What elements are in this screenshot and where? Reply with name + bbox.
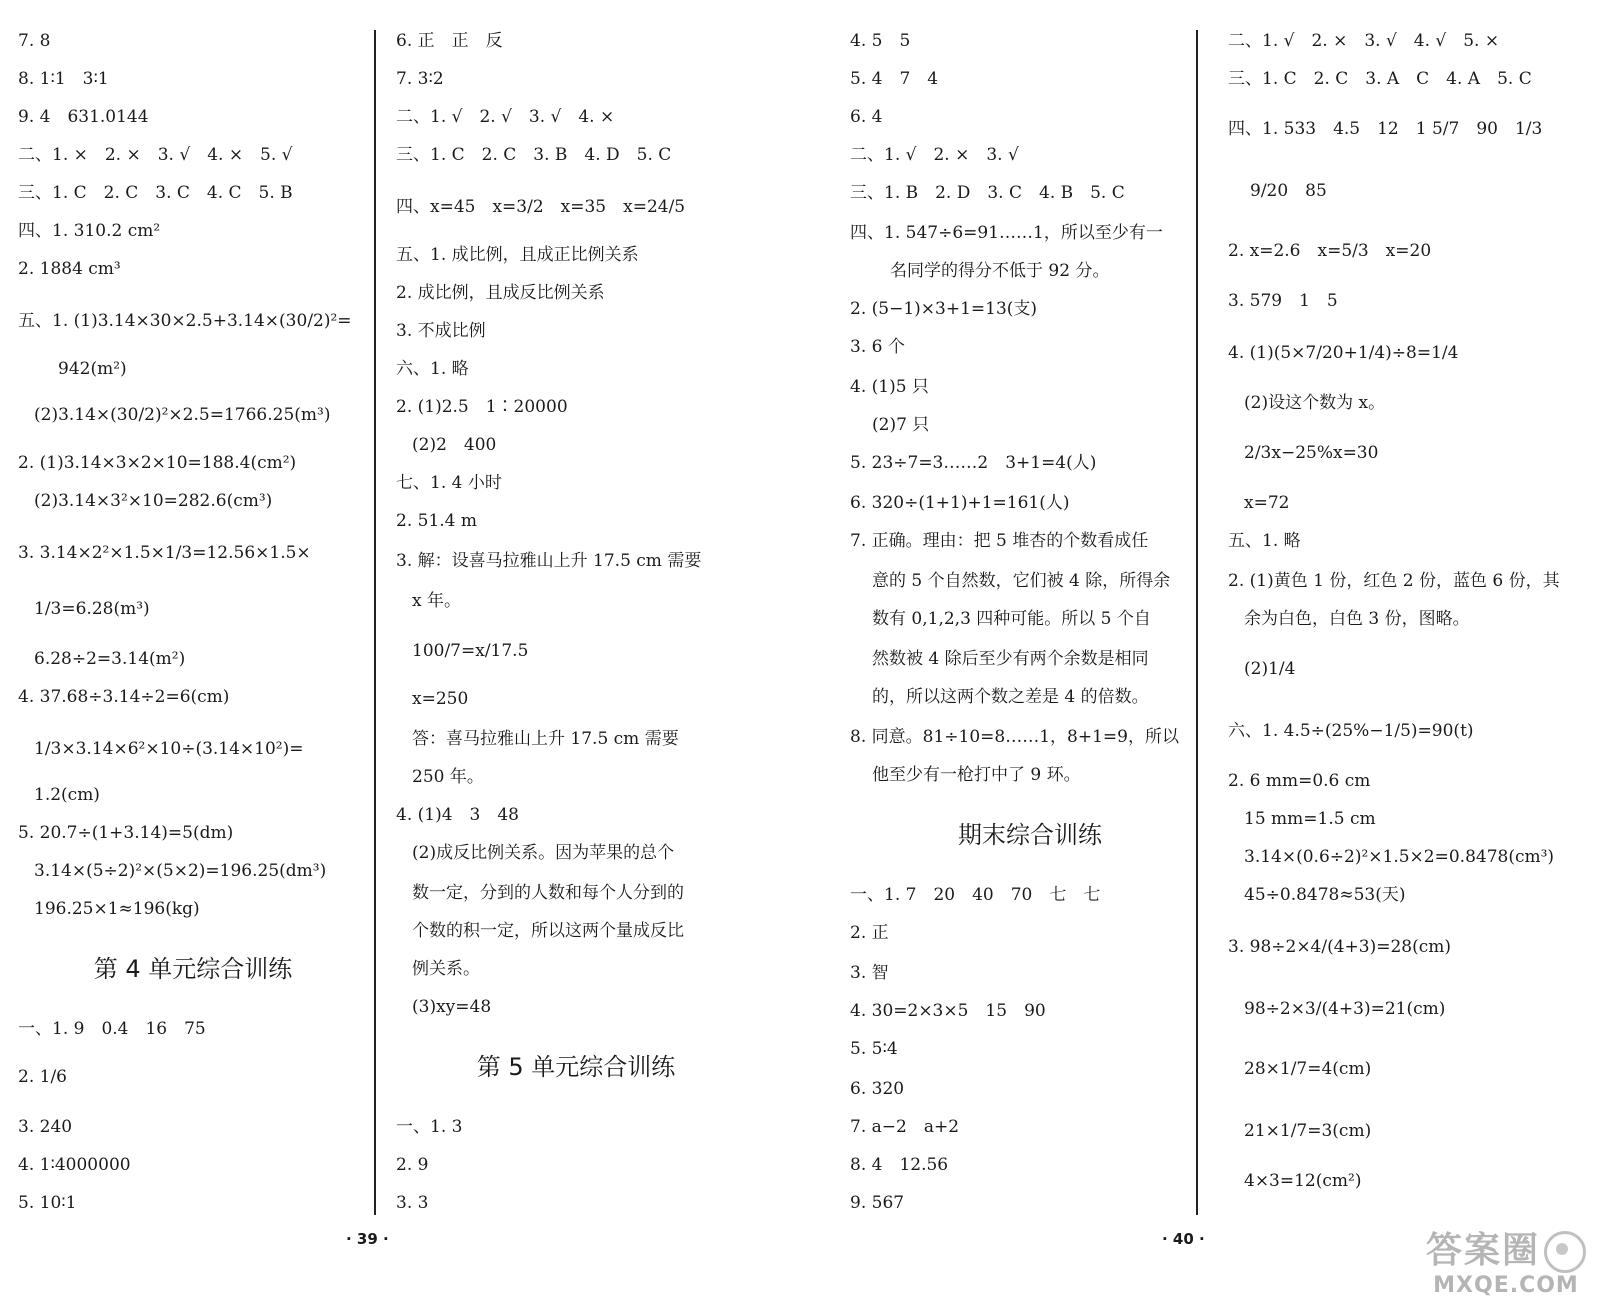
answer-line: 942(m²) (58, 359, 127, 379)
answer-line: 二、1. √ 2. × 3. √ 4. √ 5. × (1228, 31, 1500, 51)
answer-line: 余为白色，白色 3 份，图略。 (1244, 609, 1470, 629)
answer-line: 三、1. B 2. D 3. C 4. B 5. C (850, 183, 1125, 203)
answer-line: 答：喜马拉雅山上升 17.5 cm 需要 (412, 729, 679, 749)
answer-line: 250 年。 (412, 767, 484, 787)
answer-line: 15 mm=1.5 cm (1244, 809, 1376, 829)
answer-line: 21×1/7=3(cm) (1244, 1121, 1372, 1141)
watermark-logo: 答案圈 (1426, 1222, 1586, 1273)
answer-line: 6. 320÷(1+1)+1=161(人) (850, 493, 1070, 513)
answer-line: 然数被 4 除后至少有两个余数是相同 (872, 649, 1149, 669)
page-number-left: · 39 · (346, 1230, 389, 1248)
answer-line: 2. 1/6 (18, 1067, 67, 1087)
answer-line: 3.14×(0.6÷2)²×1.5×2=0.8478(cm³) (1244, 847, 1555, 867)
answer-line: 2. (5−1)×3+1=13(支) (850, 299, 1038, 319)
answer-line: 3. 3 (396, 1193, 429, 1213)
answer-line: 8. 1∶1 3∶1 (18, 69, 109, 89)
answer-line: 三、1. C 2. C 3. B 4. D 5. C (396, 145, 672, 165)
answer-line: 7. 8 (18, 31, 51, 51)
answer-line: 1/3=6.28(m³) (34, 599, 150, 619)
answer-line: 2. 成比例，且成反比例关系 (396, 283, 605, 303)
answer-line: 6. 正 正 反 (396, 31, 503, 51)
answer-line: 5. 4 7 4 (850, 69, 939, 89)
answer-line: 三、1. C 2. C 3. A C 4. A 5. C (1228, 69, 1532, 89)
answer-line: (2)7 只 (872, 415, 930, 435)
answer-line: 4. (1)5 只 (850, 377, 929, 397)
answer-line: 二、1. √ 2. × 3. √ (850, 145, 1019, 165)
answer-line: 4. (1)(5×7/20+1/4)÷8=1/4 (1228, 343, 1459, 363)
answer-line: 6. 4 (850, 107, 883, 127)
answer-line: 1.2(cm) (34, 785, 100, 805)
answer-line: 1/3×3.14×6²×10÷(3.14×10²)= (34, 739, 304, 759)
answer-line: 3. 3.14×2²×1.5×1/3=12.56×1.5× (18, 543, 311, 563)
answer-line: 9/20 85 (1250, 181, 1327, 201)
page-number-right: · 40 · (1162, 1230, 1205, 1248)
answer-line: 二、1. × 2. × 3. √ 4. × 5. √ (18, 145, 293, 165)
answer-line: (2)1/4 (1244, 659, 1296, 679)
answer-line: 2. (1)3.14×3×2×10=188.4(cm²) (18, 453, 297, 473)
answer-line: 四、1. 547÷6=91……1，所以至少有一 (850, 223, 1163, 243)
answer-line: 7. a−2 a+2 (850, 1117, 960, 1137)
answer-line: (2)3.14×(30/2)²×2.5=1766.25(m³) (34, 405, 331, 425)
answer-line: 9. 4 631.0144 (18, 107, 149, 127)
answer-line: 9. 567 (850, 1193, 905, 1213)
answer-line: 6.28÷2=3.14(m²) (34, 649, 186, 669)
section-title-unit-4: 第 4 单元综合训练 (93, 955, 293, 983)
answer-line: (2)3.14×3²×10=282.6(cm³) (34, 491, 273, 511)
answer-line: 二、1. √ 2. √ 3. √ 4. × (396, 107, 615, 127)
answer-line: 名同学的得分不低于 92 分。 (890, 261, 1110, 281)
answer-line: 3. 不成比例 (396, 321, 486, 341)
answer-line: (2)成反比例关系。因为苹果的总个 (412, 843, 675, 863)
answer-line: 数一定，分到的人数和每个人分到的 (412, 883, 684, 903)
answer-line: 4×3=12(cm²) (1244, 1171, 1362, 1191)
answer-line: 例关系。 (412, 959, 480, 979)
answer-line: 2. (1)黄色 1 份，红色 2 份，蓝色 6 份，其 (1228, 571, 1560, 591)
answer-line: (3)xy=48 (412, 997, 492, 1017)
answer-line: 三、1. C 2. C 3. C 4. C 5. B (18, 183, 293, 203)
answer-line: 7. 3∶2 (396, 69, 444, 89)
answer-line: 3. 解：设喜马拉雅山上升 17.5 cm 需要 (396, 551, 702, 571)
answer-line: 七、1. 4 小时 (396, 473, 502, 493)
answer-line: 4. 37.68÷3.14÷2=6(cm) (18, 687, 230, 707)
answer-line: 45÷0.8478≈53(天) (1244, 885, 1406, 905)
answer-line: 28×1/7=4(cm) (1244, 1059, 1372, 1079)
answer-line: 2. 51.4 m (396, 511, 477, 531)
answer-line: 一、1. 9 0.4 16 75 (18, 1019, 206, 1039)
answer-line: 2. 1884 cm³ (18, 259, 121, 279)
answer-line: 2. x=2.6 x=5/3 x=20 (1228, 241, 1432, 261)
answer-line: 意的 5 个自然数，它们被 4 除，所得余 (872, 571, 1171, 591)
answer-line: 7. 正确。理由：把 5 堆杏的个数看成任 (850, 531, 1149, 551)
answer-line: 3. 98÷2×4/(4+3)=28(cm) (1228, 937, 1452, 957)
answer-line: 个数的积一定，所以这两个量成反比 (412, 921, 684, 941)
answer-line: 数有 0,1,2,3 四种可能。所以 5 个自 (872, 609, 1151, 629)
answer-line: 一、1. 7 20 40 70 七 七 (850, 885, 1101, 905)
answer-line: 4. (1)4 3 48 (396, 805, 519, 825)
answer-line: (2)2 400 (412, 435, 497, 455)
answer-line: 四、1. 533 4.5 12 1 5/7 90 1/3 (1228, 119, 1543, 139)
answer-line: 8. 4 12.56 (850, 1155, 949, 1175)
answer-line: 4. 30=2×3×5 15 90 (850, 1001, 1046, 1021)
answer-line: 他至少有一枪打中了 9 环。 (872, 765, 1081, 785)
answer-line: 5. 5∶4 (850, 1039, 898, 1059)
answer-line: 5. 23÷7=3……2 3+1=4(人) (850, 453, 1097, 473)
answer-line: 2. (1)2.5 1∶20000 (396, 397, 568, 417)
answer-line: x 年。 (412, 591, 461, 611)
answer-line: 五、1. (1)3.14×30×2.5+3.14×(30/2)²= (18, 311, 352, 331)
answer-line: 100/7=x/17.5 (412, 641, 529, 661)
answer-line: 四、x=45 x=3/2 x=35 x=24/5 (396, 197, 686, 217)
answer-line: 一、1. 3 (396, 1117, 463, 1137)
seal-icon (1544, 1231, 1586, 1273)
answer-line: 4. 5 5 (850, 31, 911, 51)
answer-line: 六、1. 略 (396, 359, 469, 379)
answer-line: 3. 智 (850, 963, 889, 983)
answer-line: 3. 579 1 5 (1228, 291, 1338, 311)
answer-line: 六、1. 4.5÷(25%−1/5)=90(t) (1228, 721, 1474, 741)
answer-line: 的，所以这两个数之差是 4 的倍数。 (872, 687, 1149, 707)
answer-line: x=72 (1244, 493, 1290, 513)
answer-line: 8. 同意。81÷10=8……1，8+1=9，所以 (850, 727, 1179, 747)
answer-line: 2. 正 (850, 923, 889, 943)
answer-line: 3.14×(5÷2)²×(5×2)=196.25(dm³) (34, 861, 327, 881)
answer-line: 五、1. 成比例，且成正比例关系 (396, 245, 639, 265)
column-divider-left (374, 30, 376, 1215)
answer-line: 3. 240 (18, 1117, 73, 1137)
column-divider-right (1196, 30, 1198, 1215)
answer-line: 2. 9 (396, 1155, 429, 1175)
answer-line: 4. 1∶4000000 (18, 1155, 131, 1175)
answer-line: x=250 (412, 689, 469, 709)
answer-line: 四、1. 310.2 cm² (18, 221, 161, 241)
answer-line: 98÷2×3/(4+3)=21(cm) (1244, 999, 1446, 1019)
answer-line: (2)设这个数为 x。 (1244, 393, 1386, 413)
watermark (1426, 1222, 1586, 1298)
answer-line: 五、1. 略 (1228, 531, 1301, 551)
answer-line: 5. 20.7÷(1+3.14)=5(dm) (18, 823, 234, 843)
watermark-url: MXQE.COM (1433, 1273, 1579, 1298)
answer-line: 5. 10∶1 (18, 1193, 77, 1213)
answer-line: 3. 6 个 (850, 337, 905, 357)
answer-line: 196.25×1≈196(kg) (34, 899, 200, 919)
section-title-unit-5: 第 5 单元综合训练 (476, 1053, 676, 1081)
answer-line: 2/3x−25%x=30 (1244, 443, 1379, 463)
section-title-final: 期末综合训练 (958, 821, 1102, 849)
answer-line: 2. 6 mm=0.6 cm (1228, 771, 1371, 791)
answer-line: 6. 320 (850, 1079, 905, 1099)
